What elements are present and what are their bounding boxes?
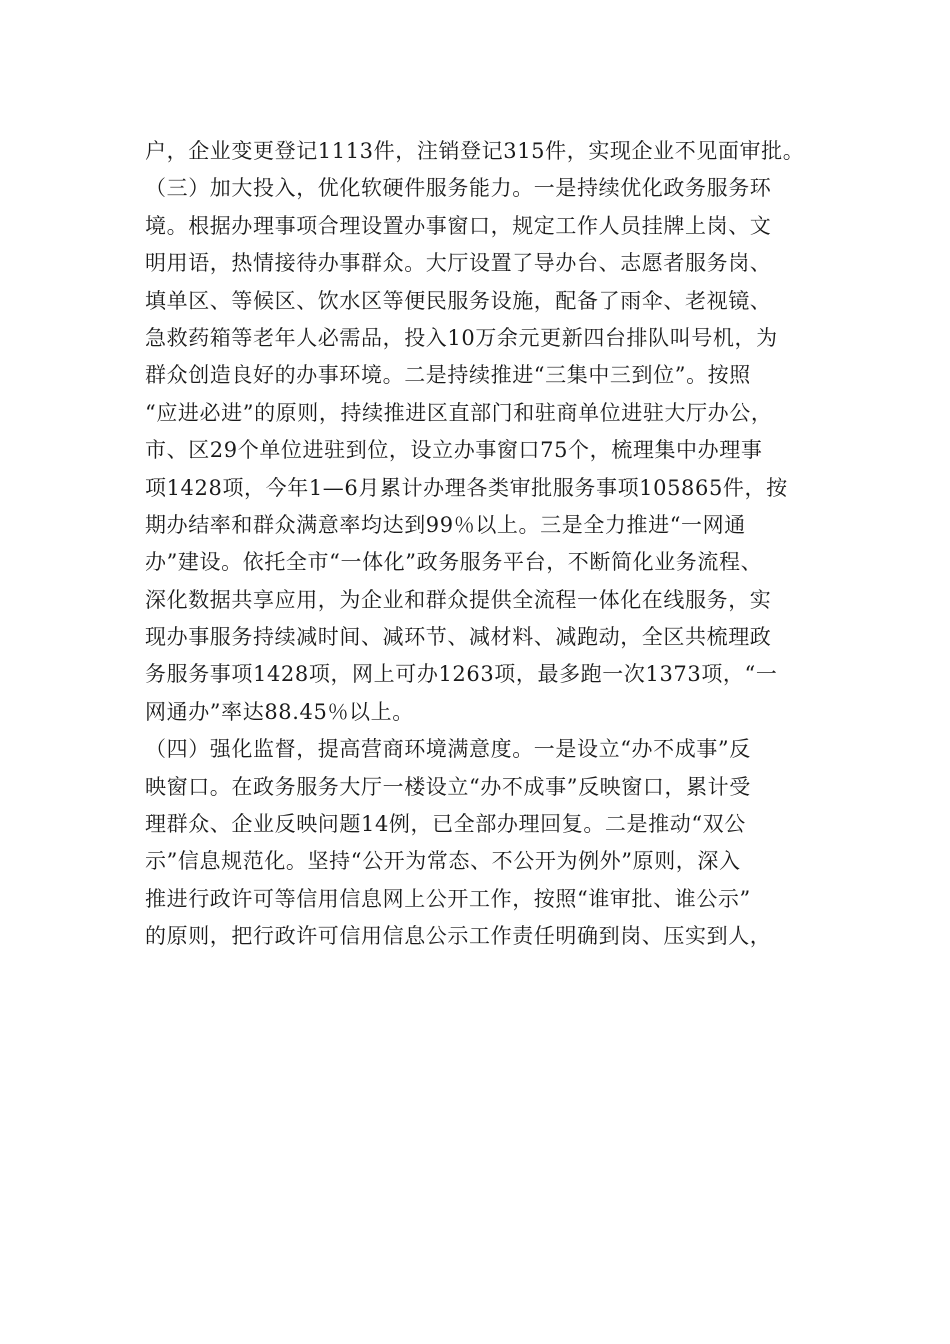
text-line: （三）加大投入，优化软硬件服务能力。一是持续优化政务服务环 xyxy=(145,176,772,201)
text-line: “应进必进”的原则，持续推进区直部门和驻商单位进驻大厅办公， xyxy=(145,400,773,425)
text-line: 急救药箱等老年人必需品，投入10万余元更新四台排队叫号机，为 xyxy=(145,325,778,350)
text-line: 理群众、企业反映问题14例，已全部办理回复。二是推动“双公 xyxy=(145,812,746,837)
text-line: 明用语，热情接待办事群众。大厅设置了导办台、志愿者服务岗、 xyxy=(145,251,772,276)
text-line: （四）强化监督，提高营商环境满意度。一是设立“办不成事”反 xyxy=(145,737,751,762)
text-line: 映窗口。在政务服务大厅一楼设立“办不成事”反映窗口，累计受 xyxy=(145,774,751,799)
text-line: 现办事服务持续减时间、减环节、减材料、减跑动，全区共梳理政 xyxy=(145,625,772,650)
text-line: 群众创造良好的办事环境。二是持续推进“三集中三到位”。按照 xyxy=(145,363,751,388)
text-line: 期办结率和群众满意率均达到99％以上。三是全力推进“一网通 xyxy=(145,512,746,537)
text-line: 务服务事项1428项，网上可办1263项，最多跑一次1373项，“一 xyxy=(145,662,778,687)
text-line: 的原则，把行政许可信用信息公示工作责任明确到岗、压实到人， xyxy=(145,924,772,949)
text-line: 办”建设。依托全市“一体化”政务服务平台，不断简化业务流程、 xyxy=(145,550,763,575)
text-line: 项1428项，今年1—6月累计办理各类审批服务事项105865件，按 xyxy=(145,475,788,500)
body-text xyxy=(145,133,835,956)
text-line: 深化数据共享应用，为企业和群众提供全流程一体化在线服务，实 xyxy=(145,587,772,612)
text-line: 示”信息规范化。坚持“公开为常态、不公开为例外”原则，深入 xyxy=(145,849,741,874)
text-line: 市、区29个单位进驻到位，设立办事窗口75个，梳理集中办理事 xyxy=(145,438,763,463)
text-line: 推进行政许可等信用信息网上公开工作，按照“谁审批、谁公示” xyxy=(145,886,751,911)
text-line: 户，企业变更登记1113件，注销登记315件，实现企业不见面审批。 xyxy=(145,139,805,163)
text-line: 境。根据办理事项合理设置办事窗口，规定工作人员挂牌上岗、文 xyxy=(145,213,772,238)
text-line: 网通办”率达88.45％以上。 xyxy=(145,699,414,724)
text-line: 填单区、等候区、饮水区等便民服务设施，配备了雨伞、老视镜、 xyxy=(145,288,772,313)
